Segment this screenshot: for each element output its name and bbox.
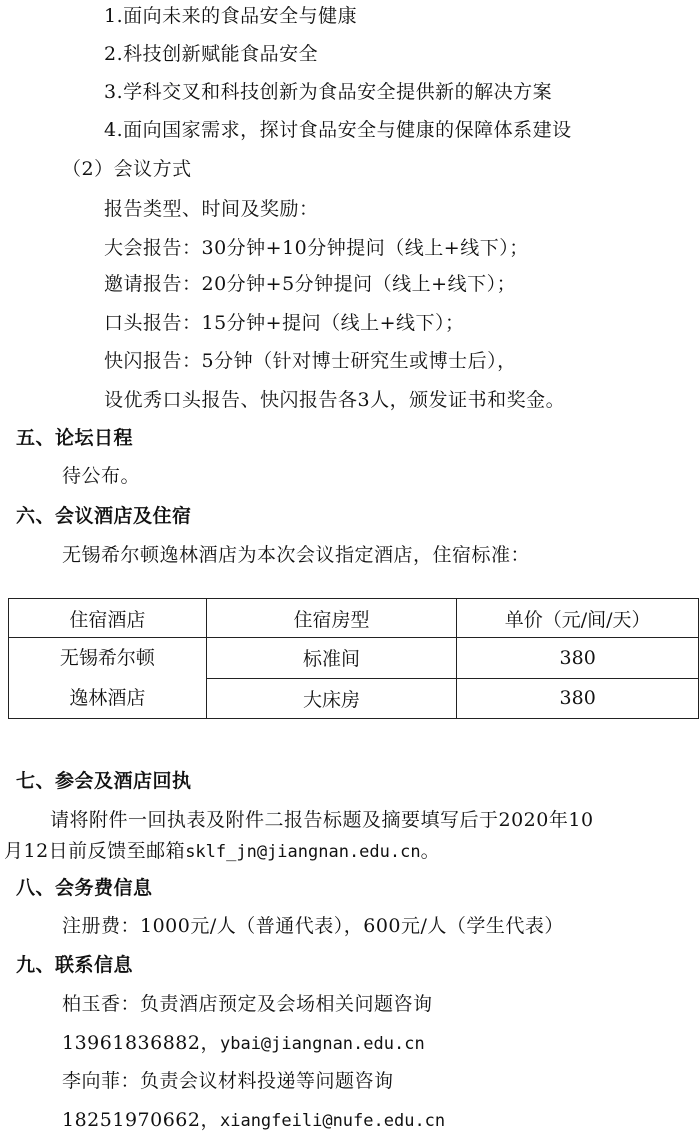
- room-type-cell: 标准间: [206, 638, 457, 679]
- section5-heading: 五、论坛日程: [16, 427, 134, 449]
- report-item-plenary: 大会报告：30分钟+10分钟提问（线上+线下）；: [104, 237, 529, 259]
- contact1-desc: 柏玉香：负责酒店预定及会场相关问题咨询: [62, 993, 433, 1015]
- submission-email-link[interactable]: sklf_jn@jiangnan.edu.cn: [185, 842, 421, 862]
- section6-heading: 六、会议酒店及住宿: [16, 505, 192, 527]
- section8-heading: 八、会务费信息: [16, 877, 153, 899]
- hotel-name-cell: [9, 638, 207, 719]
- table-row: [9, 638, 699, 679]
- hotel-name-line1: 无锡希尔顿: [59, 647, 155, 669]
- contact2-desc: 李向菲：负责会议材料投递等问题咨询: [62, 1070, 394, 1092]
- registration-fee-text: 注册费：1000元/人（普通代表），600元/人（学生代表）: [62, 915, 564, 937]
- table-header-row: [9, 599, 699, 638]
- topic-1: 1.面向未来的食品安全与健康: [104, 5, 358, 27]
- accommodation-table: [8, 598, 699, 719]
- topic-3: 3.学科交叉和科技创新为食品安全提供新的解决方案: [104, 81, 553, 103]
- price-cell: 380: [457, 638, 699, 679]
- room-type-cell: 大床房: [206, 678, 457, 719]
- report-item-invited: 邀请报告：20分钟+5分钟提问（线上+线下）；: [104, 273, 517, 295]
- section7-line2-suffix: 。: [420, 840, 441, 862]
- section5-text: 待公布。: [62, 465, 141, 487]
- meeting-format-title: （2）会议方式: [62, 158, 192, 180]
- section7-line2-prefix: 月12日前反馈至邮箱: [4, 840, 186, 862]
- topic-2: 2.科技创新赋能食品安全: [104, 43, 319, 65]
- contact1-phone: 13961836882，: [62, 1032, 220, 1054]
- contact2-info: [62, 1107, 445, 1134]
- contact2-email-link[interactable]: xiangfeili@nufe.edu.cn: [219, 1111, 446, 1131]
- section7-line2: [4, 838, 440, 865]
- award-text: 设优秀口头报告、快闪报告各3人，颁发证书和奖金。: [104, 389, 566, 411]
- table-header-price: 单价（元/间/天）: [457, 599, 699, 638]
- section6-text: 无锡希尔顿逸林酒店为本次会议指定酒店，住宿标准：: [62, 544, 531, 566]
- report-item-flash: 快闪报告：5分钟（针对博士研究生或博士后），: [104, 350, 517, 372]
- table-header-room-type: 住宿房型: [206, 599, 457, 638]
- price-cell: 380: [457, 678, 699, 719]
- section7-heading: 七、参会及酒店回执: [16, 770, 192, 792]
- contact1-info: [62, 1030, 425, 1057]
- report-types-title: 报告类型、时间及奖励：: [104, 198, 319, 220]
- report-item-oral: 口头报告：15分钟+提问（线上+线下）；: [104, 312, 465, 334]
- contact1-email-link[interactable]: ybai@jiangnan.edu.cn: [219, 1034, 425, 1054]
- section9-heading: 九、联系信息: [16, 954, 134, 976]
- table-header-hotel: 住宿酒店: [9, 599, 207, 638]
- topic-4: 4.面向国家需求，探讨食品安全与健康的保障体系建设: [104, 119, 572, 141]
- contact2-phone: 18251970662，: [62, 1109, 220, 1131]
- hotel-name-line2: 逸林酒店: [69, 687, 146, 709]
- section7-line1: 请将附件一回执表及附件二报告标题及摘要填写后于2020年10: [50, 809, 594, 831]
